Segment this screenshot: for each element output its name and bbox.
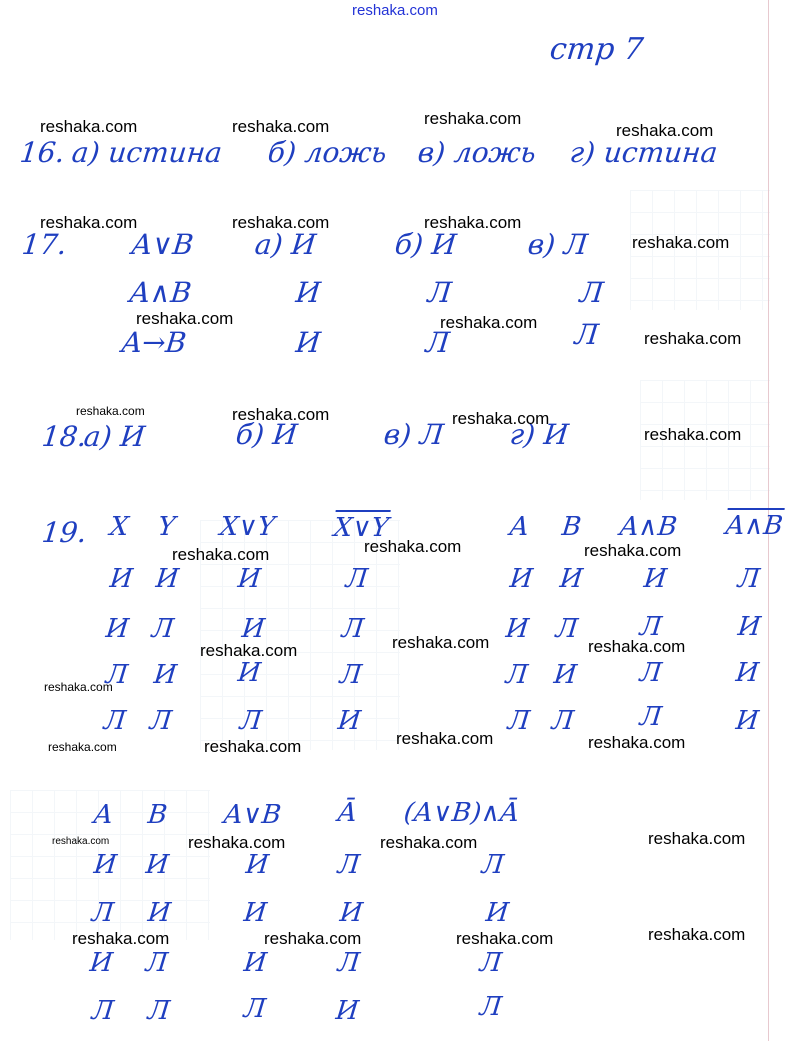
table2-cell: И	[508, 564, 535, 594]
table1-cell: И	[236, 658, 263, 688]
table2-cell: Л	[550, 706, 576, 736]
task18-answer-a: а) И	[82, 420, 147, 453]
table2-header: A∧B	[618, 512, 679, 542]
table1-cell: Л	[340, 614, 366, 644]
watermark: reshaka.com	[264, 929, 362, 948]
table1-cell: Л	[238, 706, 264, 736]
table3-cell: Л	[90, 898, 116, 928]
watermark: reshaka.com	[52, 836, 110, 847]
watermark: reshaka.com	[616, 121, 714, 140]
watermark: reshaka.com	[40, 213, 138, 232]
task18-number: 18.	[40, 420, 89, 453]
table1-cell: Л	[344, 564, 370, 594]
task16-answer-a: а) истина	[70, 136, 224, 169]
table1-cell: Л	[148, 706, 174, 736]
table1-cell: И	[154, 564, 181, 594]
watermark: reshaka.com	[424, 213, 522, 232]
table3-cell: И	[242, 948, 269, 978]
table2-cell: Л	[506, 706, 532, 736]
table3-cell: Л	[336, 850, 362, 880]
watermark: reshaka.com	[648, 925, 746, 944]
site-link[interactable]: reshaka.com	[352, 2, 438, 19]
watermark: reshaka.com	[632, 233, 730, 252]
watermark: reshaka.com	[588, 733, 686, 752]
table2-cell: И	[734, 706, 761, 736]
table3-cell: И	[144, 850, 171, 880]
watermark: reshaka.com	[232, 117, 330, 136]
task17-value: Л	[573, 318, 601, 351]
watermark: reshaka.com	[72, 929, 170, 948]
task17-value: И	[294, 326, 323, 359]
task17-expr: A∨B	[130, 228, 196, 261]
table2-cell: И	[504, 614, 531, 644]
table2-cell: И	[734, 658, 761, 688]
table3-cell: Л	[336, 948, 362, 978]
table2-cell: Л	[638, 612, 664, 642]
task17-value: Л	[426, 276, 454, 309]
table3-header: A∨B	[222, 800, 283, 830]
table3-cell: Л	[144, 948, 170, 978]
task18-answer-d: г) И	[508, 418, 571, 451]
watermark: reshaka.com	[392, 633, 490, 652]
task17-value: в) Л	[526, 228, 590, 261]
task17-value: б) И	[393, 228, 459, 261]
table3-cell: Л	[478, 992, 504, 1022]
table2-cell: Л	[554, 614, 580, 644]
watermark: reshaka.com	[40, 117, 138, 136]
table3-cell: И	[334, 996, 361, 1026]
task18-answer-c: в) Л	[382, 418, 446, 451]
table1-header: Y	[156, 512, 177, 542]
task17-expr: A→B	[120, 326, 188, 359]
table3-header: B	[146, 800, 169, 830]
task17-value: И	[294, 276, 323, 309]
table2-cell: Л	[638, 702, 664, 732]
table3-cell: И	[484, 898, 511, 928]
table1-cell: И	[104, 614, 131, 644]
table1-cell: И	[236, 564, 263, 594]
table1-cell: И	[240, 614, 267, 644]
table2-header: B	[560, 512, 583, 542]
table1-cell: Л	[150, 614, 176, 644]
table1-cell: Л	[338, 660, 364, 690]
table3-cell: И	[242, 898, 269, 928]
watermark: reshaka.com	[364, 537, 462, 556]
watermark: reshaka.com	[644, 329, 742, 348]
watermark: reshaka.com	[380, 833, 478, 852]
task17-expr: A∧B	[128, 276, 194, 309]
table3-cell: И	[244, 850, 271, 880]
watermark: reshaka.com	[588, 637, 686, 656]
table3-cell: И	[88, 948, 115, 978]
table2-cell: И	[552, 660, 579, 690]
table3-header: (A∨B)∧Ā	[402, 798, 521, 828]
task16-answer-b: б) ложь	[266, 136, 389, 169]
table3-cell: Л	[478, 948, 504, 978]
table1-cell: Л	[104, 660, 130, 690]
table1-header-negated: X∨Y	[332, 510, 390, 543]
task19-number: 19.	[40, 516, 89, 549]
table1-cell: И	[336, 706, 363, 736]
watermark: reshaka.com	[232, 213, 330, 232]
task17-number: 17.	[20, 228, 69, 261]
table2-cell: Л	[736, 564, 762, 594]
watermark: reshaka.com	[232, 405, 330, 424]
table1-header: X	[108, 512, 131, 542]
task16-number: 16.	[18, 136, 67, 169]
watermark: reshaka.com	[584, 541, 682, 560]
table2-cell: Л	[504, 660, 530, 690]
watermark: reshaka.com	[172, 545, 270, 564]
watermark: reshaka.com	[456, 929, 554, 948]
watermark: reshaka.com	[204, 737, 302, 756]
table1-cell: И	[152, 660, 179, 690]
watermark: reshaka.com	[648, 829, 746, 848]
watermark: reshaka.com	[48, 740, 117, 754]
table3-cell: И	[338, 898, 365, 928]
watermark: reshaka.com	[440, 313, 538, 332]
table3-header: Ā	[336, 798, 359, 828]
task17-value: а) И	[253, 228, 318, 261]
table3-header: A	[92, 800, 115, 830]
watermark: reshaka.com	[136, 309, 234, 328]
table2-header-negated: A∧B	[724, 508, 784, 541]
table3-cell: Л	[90, 996, 116, 1026]
watermark: reshaka.com	[188, 833, 286, 852]
table3-cell: И	[92, 850, 119, 880]
table1-cell: И	[108, 564, 135, 594]
task17-value: Л	[424, 326, 452, 359]
table2-cell: И	[736, 612, 763, 642]
watermark: reshaka.com	[76, 404, 145, 418]
watermark: reshaka.com	[644, 425, 742, 444]
table3-cell: И	[146, 898, 173, 928]
table3-cell: Л	[146, 996, 172, 1026]
table3-cell: Л	[480, 850, 506, 880]
table2-cell: Л	[638, 658, 664, 688]
table2-cell: И	[642, 564, 669, 594]
task18-answer-b: б) И	[234, 418, 300, 451]
watermark: reshaka.com	[452, 409, 550, 428]
watermark: reshaka.com	[44, 680, 113, 694]
table1-header: X∨Y	[218, 512, 277, 542]
table3-cell: Л	[242, 994, 268, 1024]
task16-answer-c: в) ложь	[416, 136, 538, 169]
table2-cell: И	[558, 564, 585, 594]
watermark: reshaka.com	[424, 109, 522, 128]
watermark: reshaka.com	[200, 641, 298, 660]
page-label: стр 7	[548, 32, 645, 67]
watermark: reshaka.com	[396, 729, 494, 748]
task16-answer-d: г) истина	[568, 136, 720, 169]
task17-value: Л	[578, 276, 606, 309]
table2-header: A	[508, 512, 531, 542]
table1-cell: Л	[102, 706, 128, 736]
